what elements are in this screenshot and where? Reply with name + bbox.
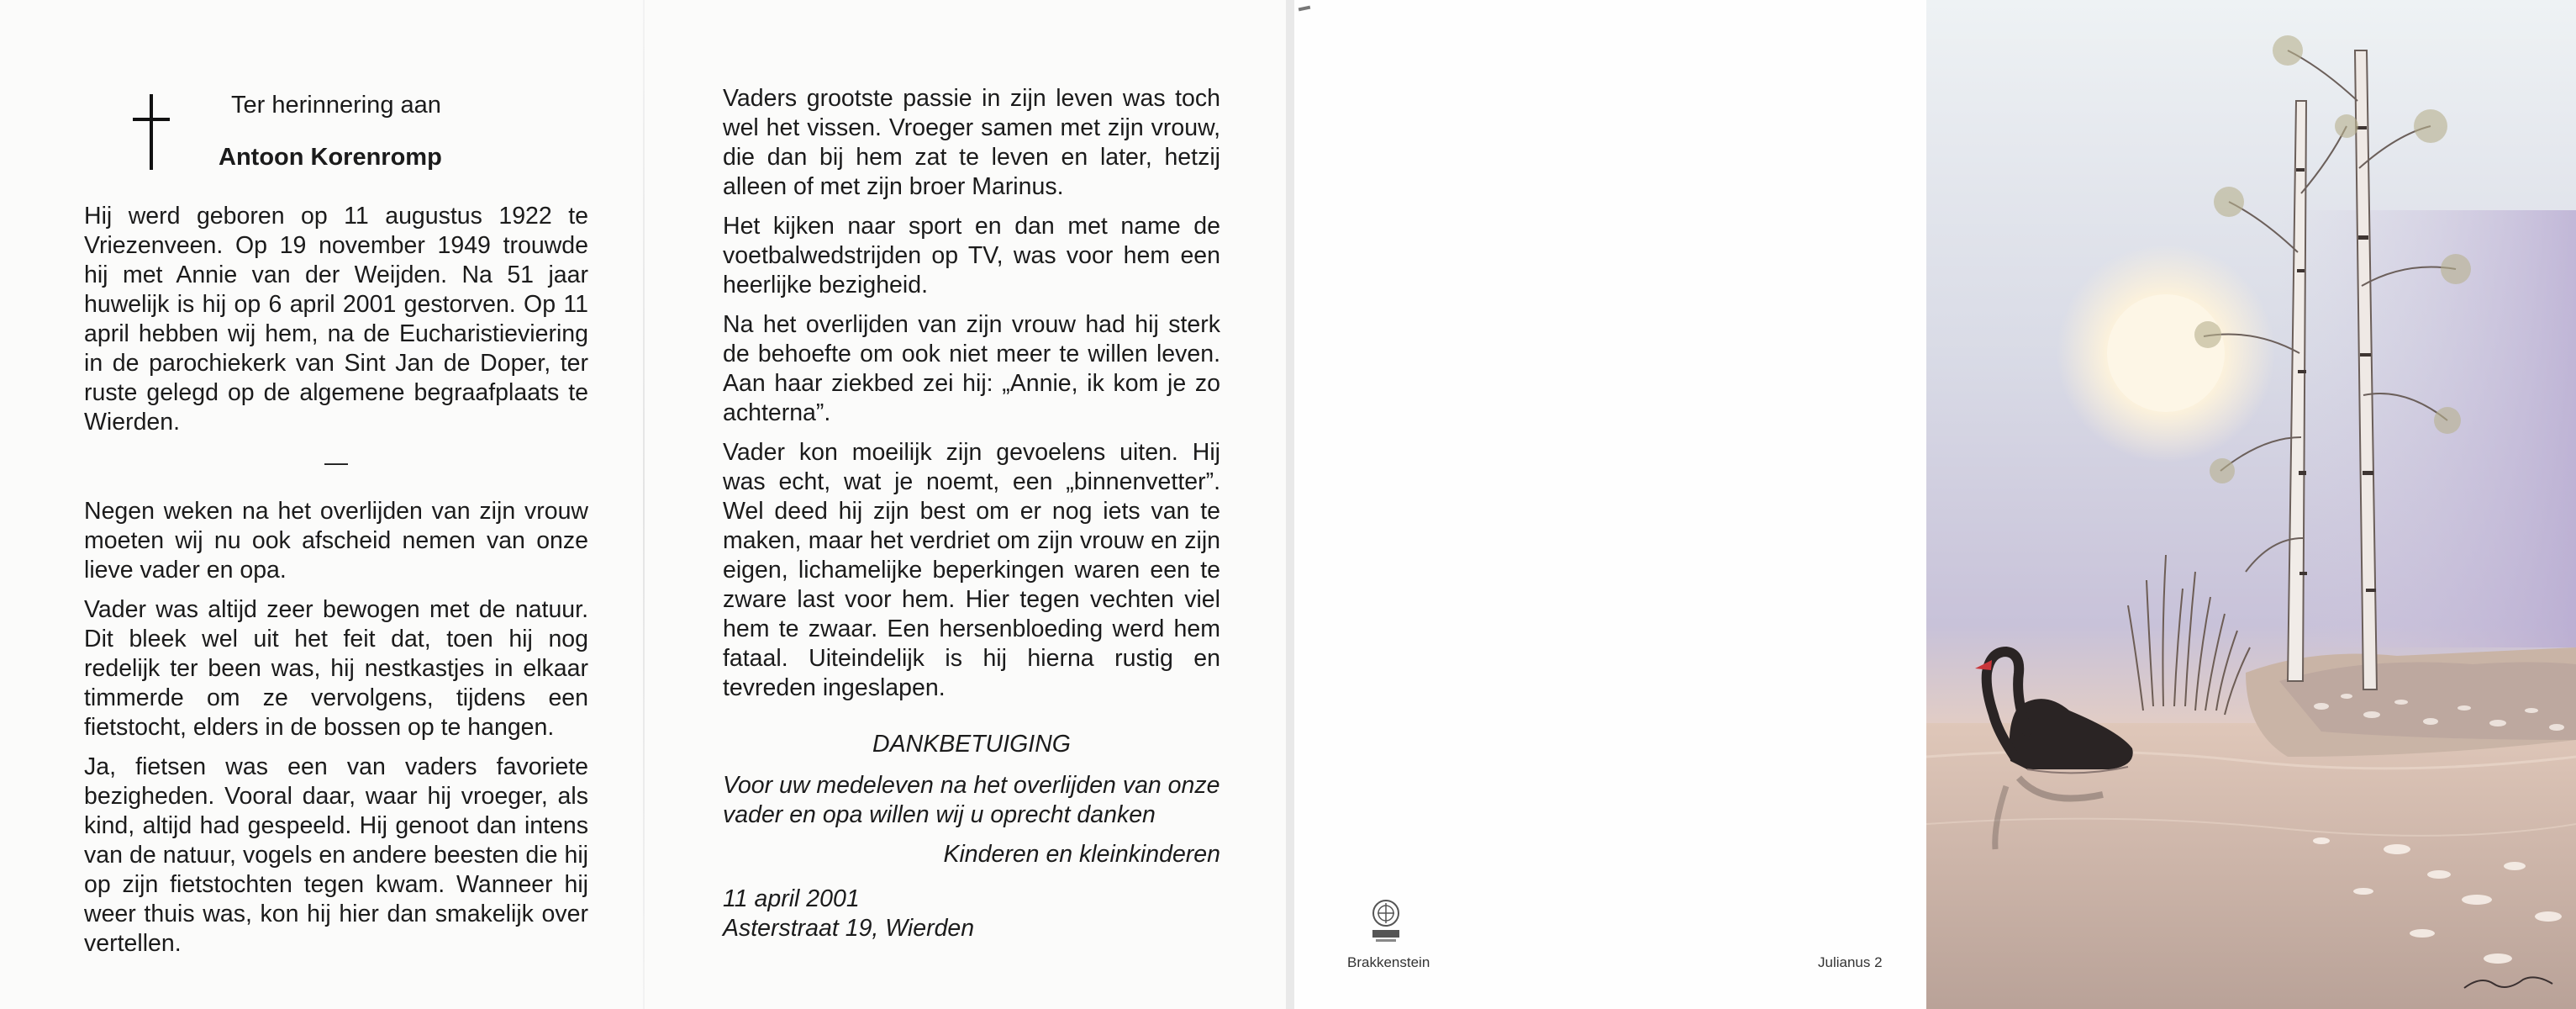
- memorial-paragraph: Vader kon moeilijk zijn gevoelens uiten. Hij was echt, wat je noemt, een „binnenvetter”. Wel deed hij zijn best om er nog iets van te maken, maar het verdriet om zijn vrouw en zijn eigen, lichamelijke beperkingen waren een te zware last voor hem. Hier tegen vechten viel hem te zwaar. Een hersenbloeding werd hem fataal. Uiteindelijk is hij hierna rustig en tevreden ingeslapen.: [723, 439, 1220, 701]
- memorial-paragraph: Vaders grootste passie in zijn leven was toch wel het vissen. Vroeger samen met zijn vrouw, die dan bij hem zat te leven en later, hetzij alleen of met zijn broer Marinus.: [723, 85, 1220, 200]
- publisher-name: Brakkenstein: [1347, 954, 1430, 970]
- memorial-header: [84, 84, 588, 202]
- card-code: Julianus 2: [1818, 954, 1883, 970]
- section-divider: —: [324, 449, 348, 475]
- memorial-paragraph: Het kijken naar sport en dan met name de voetbalwedstrijden op TV, was voor hem een heerlijke bezigheid.: [723, 213, 1220, 298]
- card-separator: [1286, 0, 1294, 1009]
- signature: Kinderen en kleinkinderen: [943, 841, 1220, 868]
- memorial-paragraph: Negen weken na het overlijden van zijn vrouw moeten wij nu ook afscheid nemen van onze lieve vader en opa.: [84, 498, 588, 584]
- death-date: 11 april 2001: [723, 885, 860, 912]
- memory-label: Ter herinnering aan: [231, 92, 441, 119]
- date-address-block: [723, 885, 1220, 943]
- memorial-paragraph: Vader was altijd zeer bewogen met de natuur. Dit bleek wel uit het feit dat, toen hij nog redelijk ter been was, hij nestkastjes in elkaar timmerde om ze vervolgens, tijdens een fietstocht, elders in de bossen op te hangen.: [84, 596, 588, 741]
- right-text-column: [723, 84, 1220, 943]
- inside-fold-line: [643, 0, 645, 1009]
- left-text-column: [84, 84, 588, 969]
- biography-paragraph: Hij werd geboren op 11 augustus 1922 te Vriezenveen. Op 19 november 1949 trouwde hij met Annie van der Weijden. Na 51 jaar huwelijk is hij op 6 april 2001 gestorven. Op 11 april hebben wij hem, na de Eucharistieviering in de parochiekerk van Sint Jan de Doper, ter ruste gelegd op de algemene begraafplaats te Wierden.: [84, 203, 588, 436]
- deceased-name: Antoon Korenromp: [219, 144, 442, 171]
- home-address: Asterstraat 19, Wierden: [723, 915, 975, 942]
- swan-lake-painting: [1926, 0, 2576, 1009]
- thanks-heading: DANKBETUIGING: [872, 731, 1071, 758]
- memorial-paragraph: Na het overlijden van zijn vrouw had hij sterk de behoefte om ook niet meer te willen leven. Aan haar ziekbed zei hij: „Annie, ik kom je zo achterna”.: [723, 311, 1220, 426]
- memorial-paragraph: Ja, fietsen was een van vaders favoriete bezigheden. Vooral daar, waar hij vroeger, als kind, altijd had gespeeld. Hij genoot dan intens van de natuur, vogels en andere beesten die hij op zijn fietstochten tegen kwam. Wanneer hij weer thuis was, kon hij hier dan smakelijk over vertellen.: [84, 753, 588, 957]
- cross-icon: [133, 94, 170, 170]
- publisher-logo-icon: [1368, 898, 1404, 945]
- thanks-text: Voor uw medeleven na het overlijden van onze vader en opa willen wij u oprecht danken: [723, 772, 1220, 828]
